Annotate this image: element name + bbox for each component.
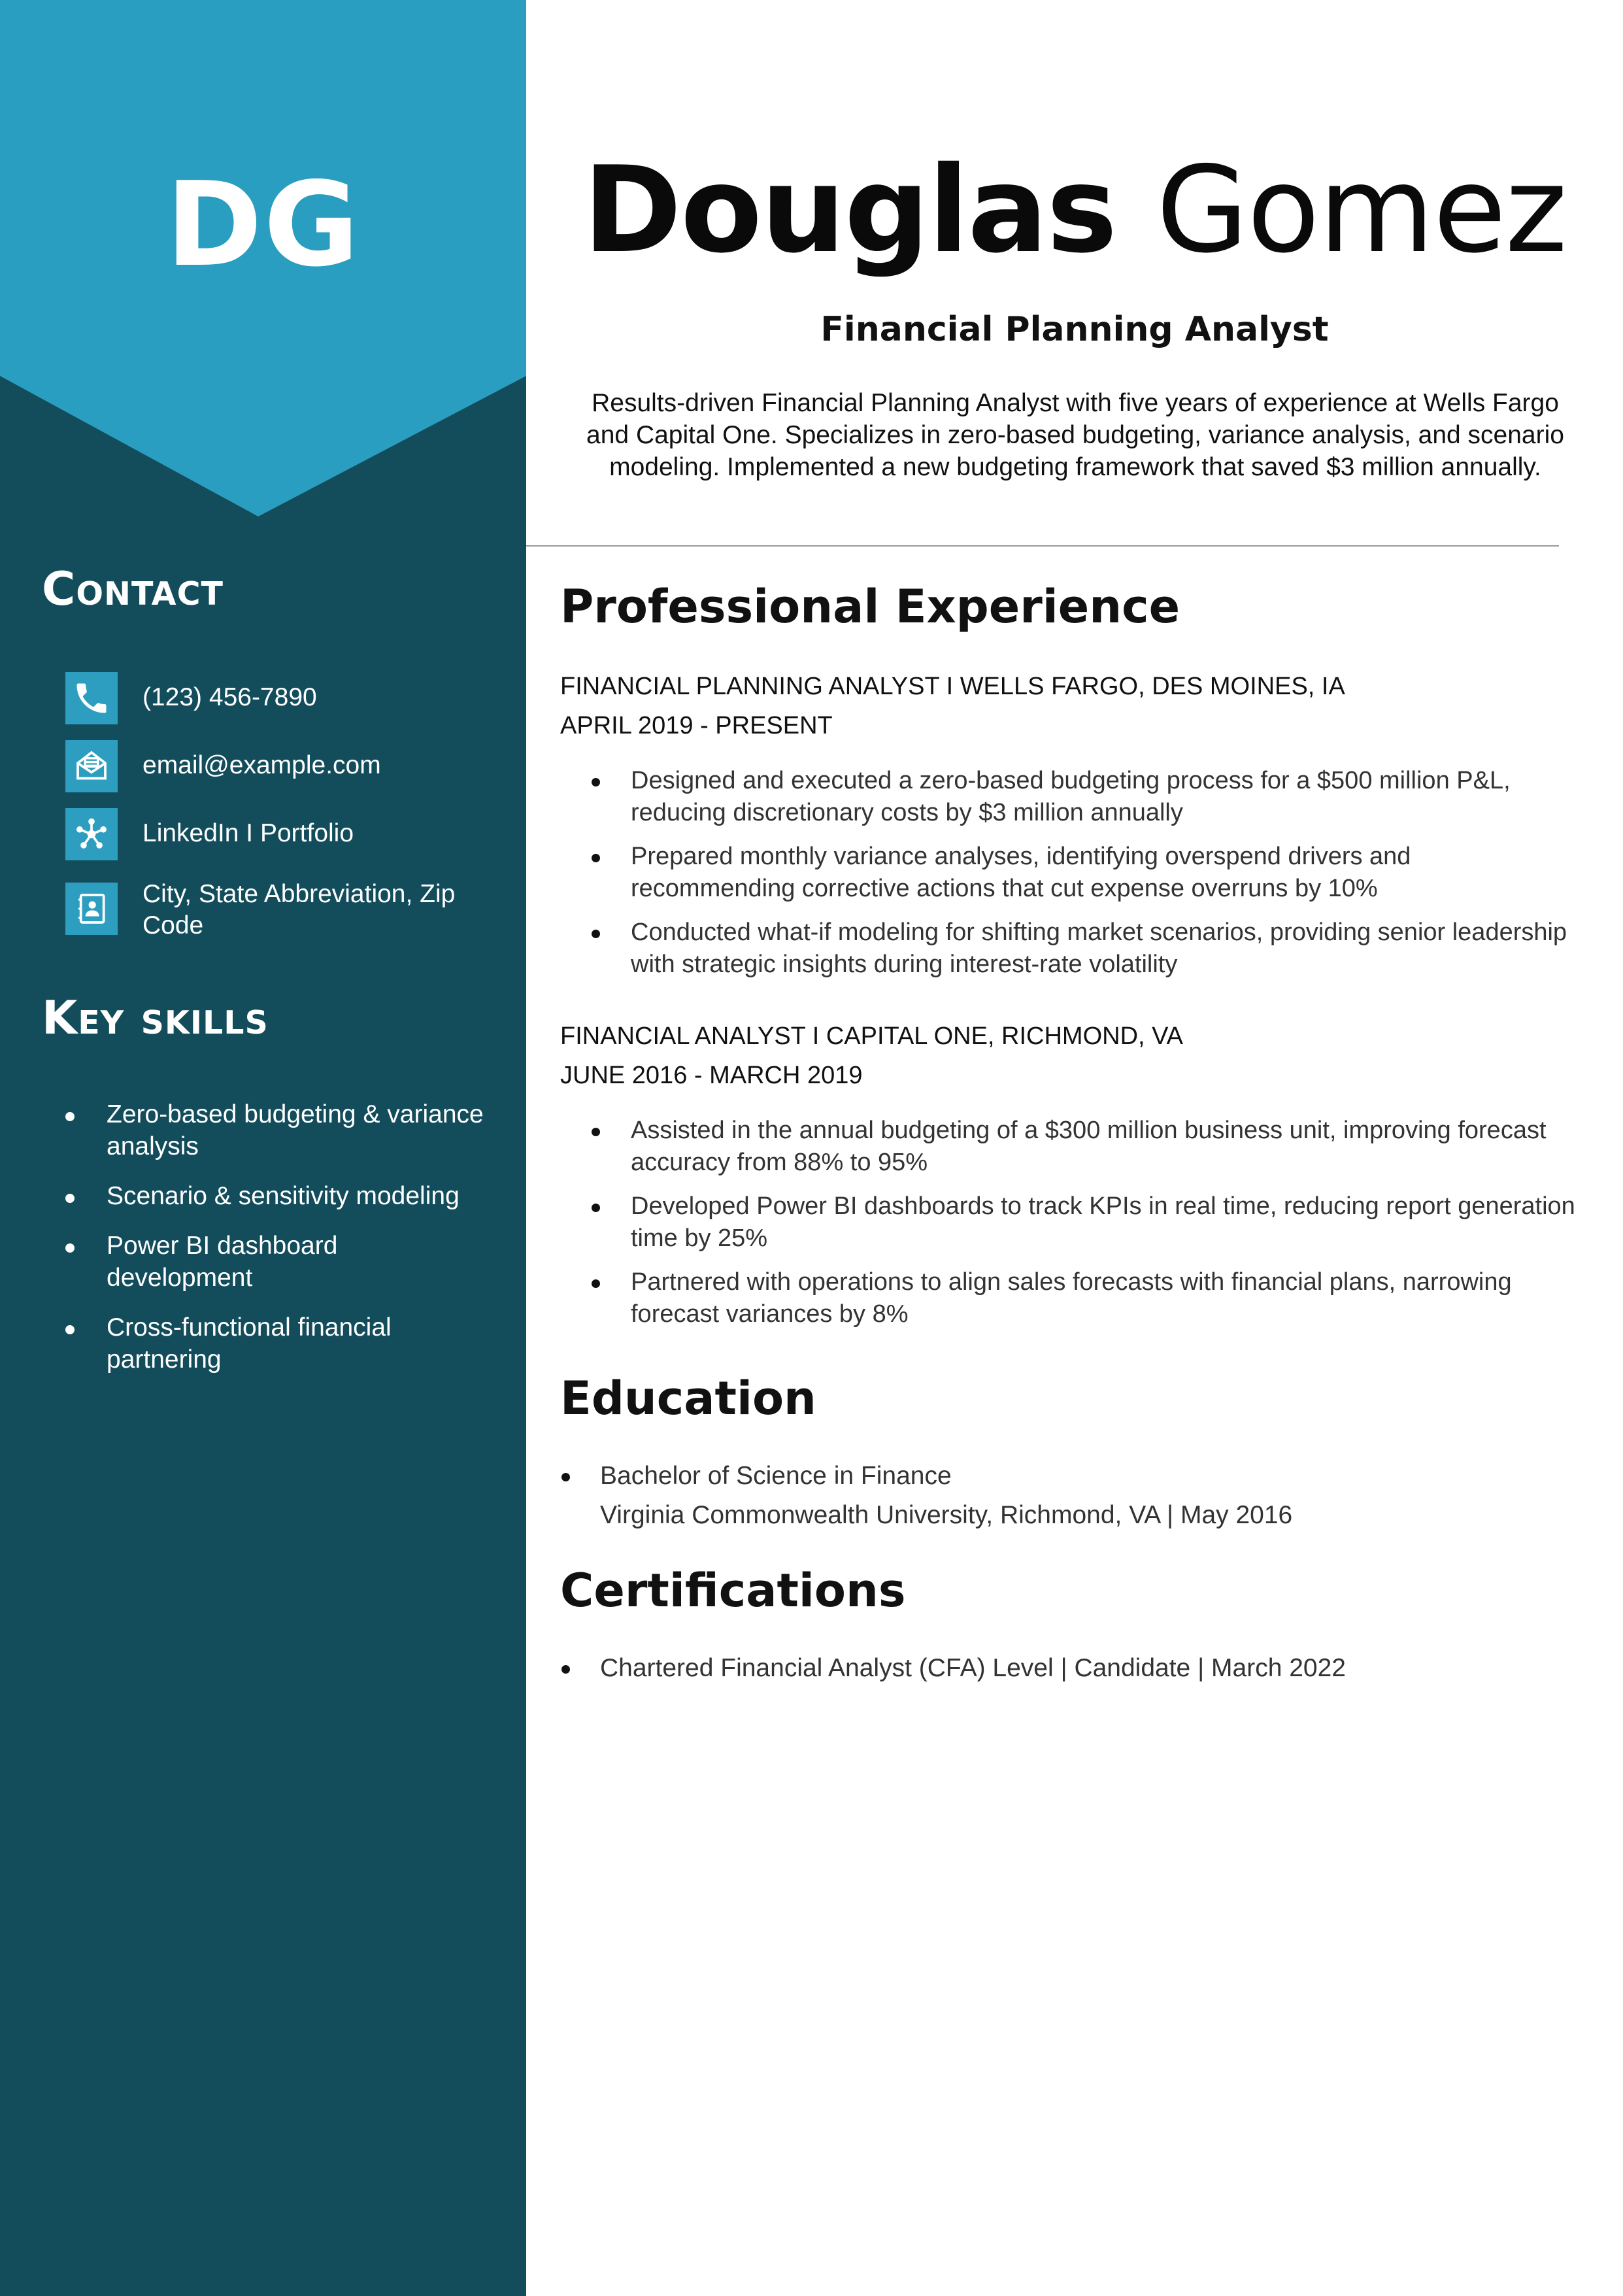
main-content [526, 0, 1623, 2296]
job-bullet: Designed and executed a zero-based budgeting process for a $500 million P&L, reducing discretionary costs by $3 million annually [560, 765, 1580, 829]
job-dates: JUNE 2016 - MARCH 2019 [560, 1062, 863, 1089]
job-bullet: Prepared monthly variance analyses, identifying overspend drivers and recommending corrective actions that cut expense overruns by 10% [560, 841, 1580, 905]
links-text[interactable]: LinkedIn I Portfolio [142, 819, 354, 847]
contact-list [65, 672, 510, 941]
skill-item: Cross-functional financial partnering [65, 1311, 484, 1376]
job-role: FINANCIAL ANALYST I CAPITAL ONE, RICHMOND, VA [560, 1022, 1184, 1050]
contact-address [65, 880, 510, 941]
first-name: Douglas [582, 141, 1116, 279]
address-card-icon [65, 883, 118, 935]
certifications-heading: Certifications [560, 1564, 906, 1617]
job-bullet: Developed Power BI dashboards to track KPIs in real time, reducing report generation time by 25% [560, 1190, 1580, 1255]
education-item [560, 1457, 1580, 1535]
contact-heading: Contact [42, 562, 224, 616]
job-bullets [560, 1115, 1580, 1330]
school: Virginia Commonwealth University, Richmond, VA | May 2016 [600, 1501, 1293, 1529]
contact-phone [65, 672, 510, 724]
monogram: DG [165, 157, 361, 292]
skills-list [65, 1098, 484, 1393]
education-list [560, 1457, 1580, 1535]
job-title: Financial Planning Analyst [820, 310, 1329, 349]
last-name: Gomez [1156, 141, 1567, 279]
summary: Results-driven Financial Planning Analyst with five years of experience at Wells Fargo and Capital One. Specializes in zero-based budgeting, variance analysis, and scenario modeling. Implemented a new budgeting framework that saved $3 million annually. [586, 389, 1564, 481]
phone-text[interactable]: (123) 456-7890 [142, 683, 317, 711]
education-heading: Education [560, 1372, 816, 1425]
skill-item: Scenario & sensitivity modeling [65, 1180, 484, 1212]
sidebar [0, 0, 526, 2296]
job-bullet: Assisted in the annual budgeting of a $300 million business unit, improving forecast accuracy from 88% to 95% [560, 1115, 1580, 1179]
job-bullets [560, 765, 1580, 981]
address-text: City, State Abbreviation, Zip Code [142, 880, 456, 939]
divider [526, 545, 1559, 547]
email-icon [65, 740, 118, 792]
job-role: FINANCIAL PLANNING ANALYST I WELLS FARGO, DES MOINES, IA [560, 673, 1345, 700]
experience-heading: Professional Experience [560, 580, 1180, 633]
email-text[interactable]: email@example.com [142, 751, 381, 779]
job-entry [560, 1017, 1580, 1342]
contact-email [65, 740, 510, 792]
certification-item: Chartered Financial Analyst (CFA) Level | Candidate | March 2022 [560, 1649, 1580, 1688]
degree: Bachelor of Science in Finance [600, 1462, 952, 1490]
job-bullet: Partnered with operations to align sales forecasts with financial plans, narrowing forecast variances by 8% [560, 1266, 1580, 1330]
skill-item: Zero-based budgeting & variance analysis [65, 1098, 484, 1162]
job-entry [560, 667, 1580, 992]
job-dates: APRIL 2019 - PRESENT [560, 712, 833, 739]
contact-links [65, 808, 510, 860]
skill-item: Power BI dashboard development [65, 1230, 484, 1294]
phone-icon [65, 672, 118, 724]
job-bullet: Conducted what-if modeling for shifting market scenarios, providing senior leadership with strategic insights during interest-rate volatility [560, 917, 1580, 981]
full-name [526, 141, 1623, 279]
skills-heading: Key skills [42, 991, 269, 1045]
certifications-list [560, 1649, 1580, 1688]
network-icon [65, 808, 118, 860]
